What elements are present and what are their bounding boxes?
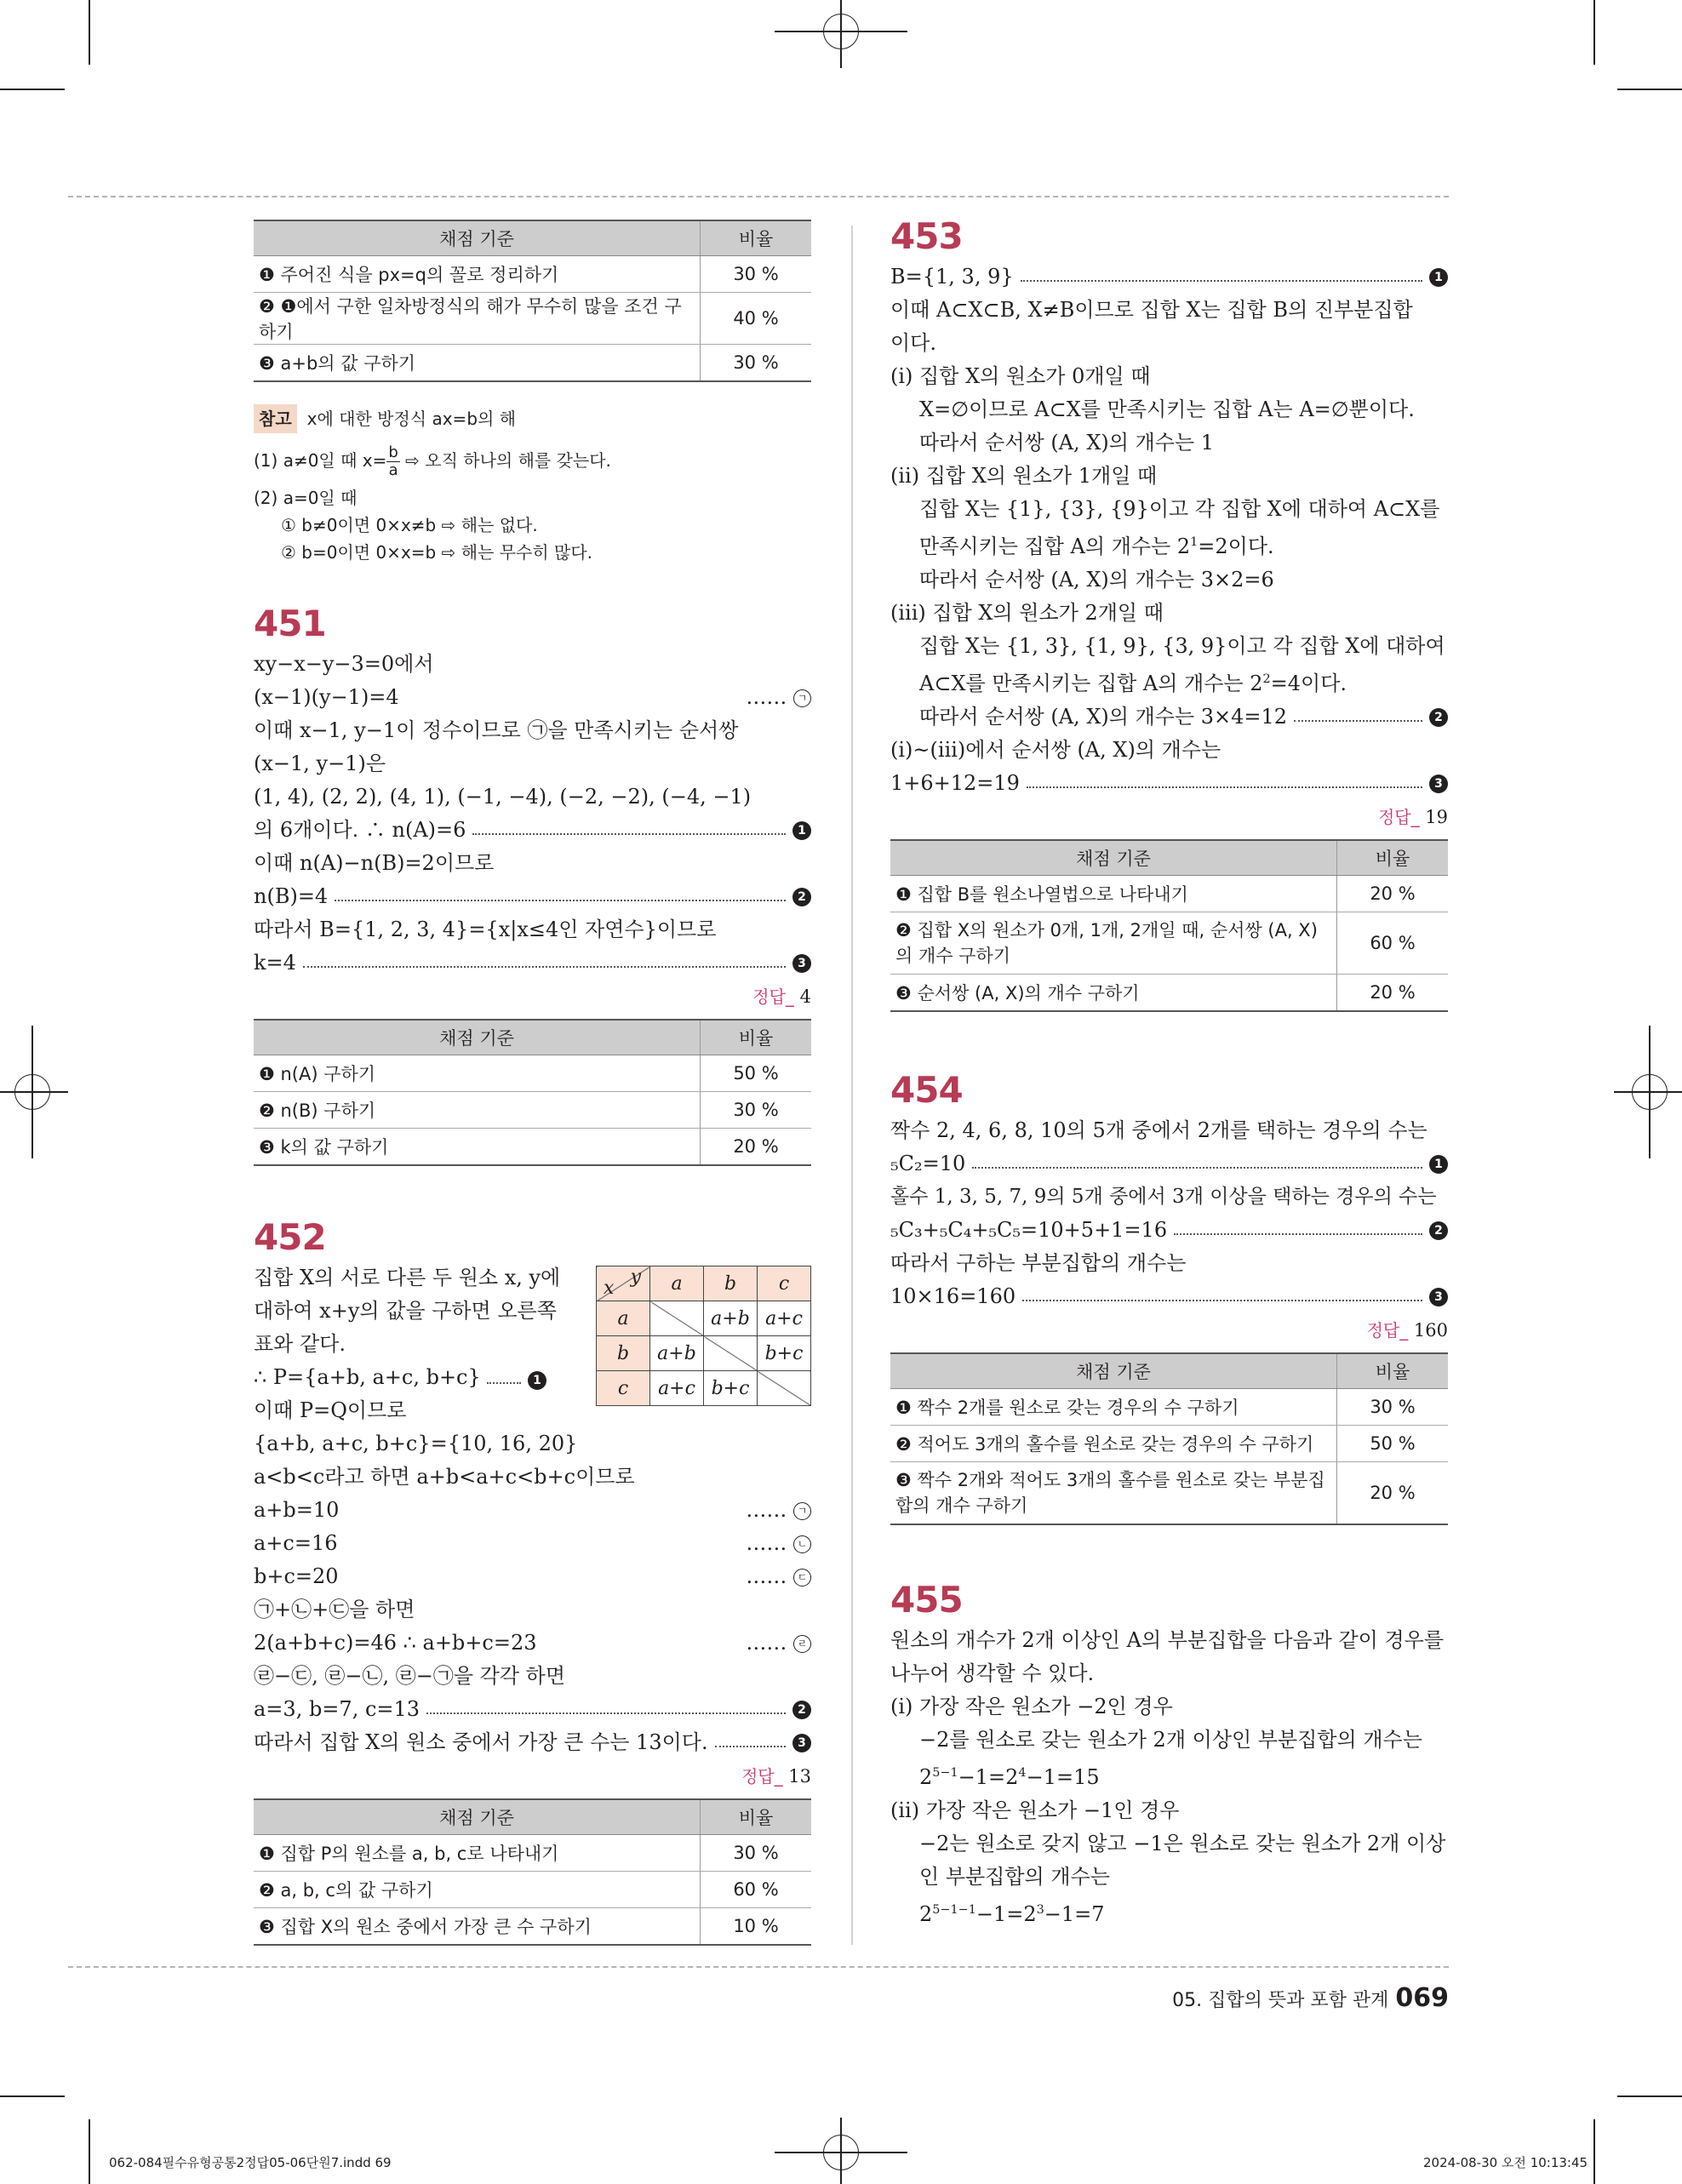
- top-dashed-rule: [68, 196, 1449, 197]
- table-row: ❷ a, b, c의 값 구하기 60 %: [254, 1872, 811, 1908]
- step-marker-2: 2: [792, 1701, 811, 1719]
- table-row: ❷ n(B) 구하기 30 %: [254, 1092, 811, 1129]
- step-marker-3: 3: [792, 954, 811, 973]
- registration-mark: [840, 0, 842, 68]
- table-row: ❷ 집합 X의 원소가 0개, 1개, 2개일 때, 순서쌍 (A, X)의 개수 구하기 60 %: [890, 912, 1448, 975]
- page-footer: [1172, 1983, 1449, 2013]
- registration-mark: [840, 2118, 842, 2184]
- answer-451: 정답_ 4: [752, 986, 811, 1007]
- sum-table: x y a b c a a+b a+c b a+b b+c c a+c b+c: [596, 1266, 811, 1406]
- problem-452: 452 x y a b c a a+b a+c b a+b b+c c a+c b+c 집합 X의 서로 다른 두 원소 x, y에 대하여 x+y의 값을 구하면 오른쪽 표와 같다. ∴ P={a+b, a+c, b+c} 1 이때 P=Q이므로 {a+b, a+c, b+c}={10, 16, 20} a<b<c라고 하면 a+b<a+c<b+c이므로 a+b=10 …… ㄱ a+c=16 …… ㄴ b+c=20 …… ㄷ ㉠+㉡+㉢을 하면 2(a+b+c)=46 ∴ a+b+c=23 …… ㄹ ㉣−㉢, ㉣−㉡, ㉣−㉠을 각각 하면 a=3, b=7, c=13 2 따라서 집합 X의 원소 중에서 가장 큰 수는 13이다. 3 정답_ 13 채점 기준 비율 ❶ 집합 P의 원소를 a, b, c로 나타내기 30 % ❷ a, b, c의 값 구하기 60 % ❸ 집합 X의 원소 중에서 가장 큰 수 구하기 10 %: [254, 1214, 811, 1946]
- reference-note: 참고 x에 대한 방정식 ax=b의 해 (1) a≠0일 때 x= $\frac{b}{a}$ ⇨ 오직 하나의 해를 갖는다. (2) a=0일 때 ① b≠0이면 0×x≠b ⇨ 해는 없다. ② b=0이면 0×x=b ⇨ 해는 무수히 많다.: [254, 404, 811, 566]
- step-marker-3: 3: [1429, 775, 1448, 793]
- column-divider: [851, 226, 853, 1945]
- fraction: $\frac{b}{a}$: [388, 443, 398, 479]
- crop-mark: [89, 0, 90, 65]
- registration-mark: [1649, 1026, 1651, 1158]
- marker-digeut: ㄷ: [793, 1569, 811, 1587]
- crop-mark: [89, 2119, 90, 2184]
- registration-mark: [1614, 1091, 1682, 1093]
- problem-453: 453 B={1, 3, 9} 1 이때 A⊂X⊂B, X≠B이므로 집합 X는 집합 B의 진부분집합 이다. (ⅰ) 집합 X의 원소가 0개일 때 X=∅이므로 A⊂X를 만족시키는 집합 A는 A=∅뿐이다. 따라서 순서쌍 (A, X)의 개수는 1 (ⅱ) 집합 X의 원소가 1개일 때 집합 X는 {1}, {3}, {9}이고 각 집합 X에 대하여 A⊂X를 만족시키는 집합 A의 개수는 $2^1=2$이다. 따라서 순서쌍 (A, X)의 개수는 3×2=6 (ⅲ) 집합 X의 원소가 2개일 때 집합 X는 {1, 3}, {1, 9}, {3, 9}이고 각 집합 X에 대하여 A⊂X를 만족시키는 집합 A의 개수는 $2^2=4$이다. 따라서 순서쌍 (A, X)의 개수는 3×4=12 2 (ⅰ)~(ⅲ)에서 순서쌍 (A, X)의 개수는 1+6+12=19 3 정답_ 19 채점 기준 비율 ❶ 집합 B를 원소나열법으로 나타내기 20 % ❷ 집합 X의 원소가 0개, 1개, 2개일 때, 순서쌍 (A, X)의 개수 구하기 60 % ❸ 순서쌍 (A, X)의 개수 구하기 20 %: [890, 213, 1448, 1012]
- table-row: ❸ 집합 X의 원소 중에서 가장 큰 수 구하기 10 %: [254, 1908, 811, 1946]
- print-slug-date: 2024-08-30 오전 10:13:45: [1423, 2155, 1588, 2170]
- crop-mark: [1593, 0, 1595, 65]
- step-marker-2: 2: [1429, 708, 1448, 727]
- marker-giyeok: ㄱ: [793, 689, 811, 707]
- rubric-table-452: 채점 기준 비율 ❶ 집합 P의 원소를 a, b, c로 나타내기 30 % ❷ a, b, c의 값 구하기 60 % ❸ 집합 X의 원소 중에서 가장 큰 수 구하기 10 %: [254, 1798, 811, 1946]
- problem-number: 452: [254, 1216, 326, 1258]
- registration-mark: [31, 1026, 33, 1158]
- table-row: ❶ 주어진 식을 px=q의 꼴로 정리하기 30 %: [254, 256, 811, 293]
- problem-455: 455 원소의 개수가 2개 이상인 A의 부분집합을 다음과 같이 경우를 나누어 생각할 수 있다. (ⅰ) 가장 작은 원소가 −2인 경우 −2를 원소로 갖는 원소가 2개 이상인 부분집합의 개수는 $2^{5-1}-1=2^4-1=15$ (ⅱ) 가장 작은 원소가 −1인 경우 −2는 원소로 갖지 않고 −1은 원소로 갖는 원소가 2개 이상 인 부분집합의 개수는 $2^{5-1-1}-1=2^3-1=7$: [890, 1576, 1448, 1931]
- rubric-table-453: 채점 기준 비율 ❶ 집합 B를 원소나열법으로 나타내기 20 % ❷ 집합 X의 원소가 0개, 1개, 2개일 때, 순서쌍 (A, X)의 개수 구하기 60 % ❸ 순서쌍 (A, X)의 개수 구하기 20 %: [890, 839, 1448, 1012]
- step-marker-2: 2: [1429, 1221, 1448, 1240]
- print-slug-file: 062-084필수유형공통2정답05-06단원7.indd 69: [109, 2155, 392, 2170]
- problem-number: 455: [890, 1579, 963, 1621]
- table-corner: x y: [597, 1266, 650, 1301]
- table-row: ❸ 순서쌍 (A, X)의 개수 구하기 20 %: [890, 975, 1448, 1012]
- marker-nieun: ㄴ: [793, 1535, 811, 1553]
- registration-mark: [0, 1091, 68, 1093]
- table-row: ❶ 짝수 2개를 원소로 갖는 경우의 수 구하기 30 %: [890, 1389, 1448, 1426]
- answer-454: 정답_ 160: [1366, 1320, 1448, 1341]
- left-column: [254, 213, 811, 1946]
- crop-mark: [1617, 2095, 1682, 2097]
- marker-rieul: ㄹ: [793, 1635, 811, 1653]
- step-marker-1: 1: [528, 1371, 546, 1390]
- crop-mark: [1593, 2119, 1595, 2184]
- chapter-title: 05. 집합의 뜻과 포함 관계: [1172, 1990, 1389, 2011]
- note-tag: 참고: [254, 404, 297, 433]
- table-row: ❸ a+b의 값 구하기 30 %: [254, 345, 811, 382]
- step-marker-3: 3: [792, 1734, 811, 1752]
- step-marker-1: 1: [1429, 1155, 1448, 1174]
- step-marker-1: 1: [792, 821, 811, 840]
- problem-451: 451 xy−x−y−3=0에서 (x−1)(y−1)=4 …… ㄱ 이때 x−1, y−1이 정수이므로 ㉠을 만족시키는 순서쌍 (x−1, y−1)은 (1, 4), (2, 2), (4, 1), (−1, −4), (−2, −2), (−4, −1) 의 6개이다. ∴ n(A)=6 1 이때 n(A)−n(B)=2이므로 n(B)=4 2 따라서 B={1, 2, 3, 4}={x|x≤4인 자연수}이므로 k=4 3 정답_ 4 채점 기준 비율 ❶ n(A) 구하기 50 % ❷ n(B) 구하기 30 % ❸ k의 값 구하기 20 %: [254, 600, 811, 1166]
- step-marker-1: 1: [1429, 268, 1448, 287]
- marker-giyeok: ㄱ: [793, 1502, 811, 1520]
- table-row: ❶ 집합 P의 원소를 a, b, c로 나타내기 30 %: [254, 1835, 811, 1872]
- problem-number: 454: [890, 1069, 963, 1111]
- table-row: ❶ 집합 B를 원소나열법으로 나타내기 20 %: [890, 876, 1448, 912]
- problem-number: 453: [890, 215, 963, 257]
- answer-453: 정답_ 19: [1377, 807, 1448, 827]
- bottom-dashed-rule: [68, 1966, 1449, 1968]
- right-column: [890, 213, 1448, 1931]
- problem-454: 454 짝수 2, 4, 6, 8, 10의 5개 중에서 2개를 택하는 경우의 수는 ₅C₂=10 1 홀수 1, 3, 5, 7, 9의 5개 중에서 3개 이상을 택하는 경우의 수는 ₅C₃+₅C₄+₅C₅=10+5+1=16 2 따라서 구하는 부분집합의 개수는 10×16=160 3 정답_ 160 채점 기준 비율 ❶ 짝수 2개를 원소로 갖는 경우의 수 구하기 30 % ❷ 적어도 3개의 홀수를 원소로 갖는 경우의 수 구하기 50 % ❸ 짝수 2개와 적어도 3개의 홀수를 원소로 갖는 부분집합의 개수 구하기 20 %: [890, 1066, 1448, 1525]
- crop-mark: [0, 89, 65, 90]
- crop-mark: [1617, 89, 1682, 90]
- page-number: 069: [1395, 1983, 1449, 2013]
- answer-452: 정답_ 13: [741, 1766, 811, 1787]
- step-marker-3: 3: [1429, 1288, 1448, 1306]
- table-row: ❷ 적어도 3개의 홀수를 원소로 갖는 경우의 수 구하기 50 %: [890, 1426, 1448, 1462]
- crop-mark: [0, 2095, 65, 2097]
- table-row: ❶ n(A) 구하기 50 %: [254, 1055, 811, 1092]
- step-marker-2: 2: [792, 888, 811, 906]
- table-row: ❸ 짝수 2개와 적어도 3개의 홀수를 원소로 갖는 부분집합의 개수 구하기 20 %: [890, 1462, 1448, 1525]
- problem-number: 451: [254, 603, 326, 644]
- rubric-table-451: 채점 기준 비율 ❶ n(A) 구하기 50 % ❷ n(B) 구하기 30 % ❸ k의 값 구하기 20 %: [254, 1019, 811, 1166]
- rubric-table-450: [254, 220, 811, 382]
- table-row: ❷ ❶에서 구한 일차방정식의 해가 무수히 많을 조건 구하기 40 %: [254, 293, 811, 345]
- table-row: ❸ k의 값 구하기 20 %: [254, 1129, 811, 1166]
- rubric-table-454: 채점 기준 비율 ❶ 짝수 2개를 원소로 갖는 경우의 수 구하기 30 % ❷ 적어도 3개의 홀수를 원소로 갖는 경우의 수 구하기 50 % ❸ 짝수 2개와 적어도 3개의 홀수를 원소로 갖는 부분집합의 개수 구하기 20 %: [890, 1352, 1448, 1525]
- rubric-header-criteria: 채점 기준: [254, 220, 701, 256]
- rubric-header-ratio: 비율: [701, 220, 812, 256]
